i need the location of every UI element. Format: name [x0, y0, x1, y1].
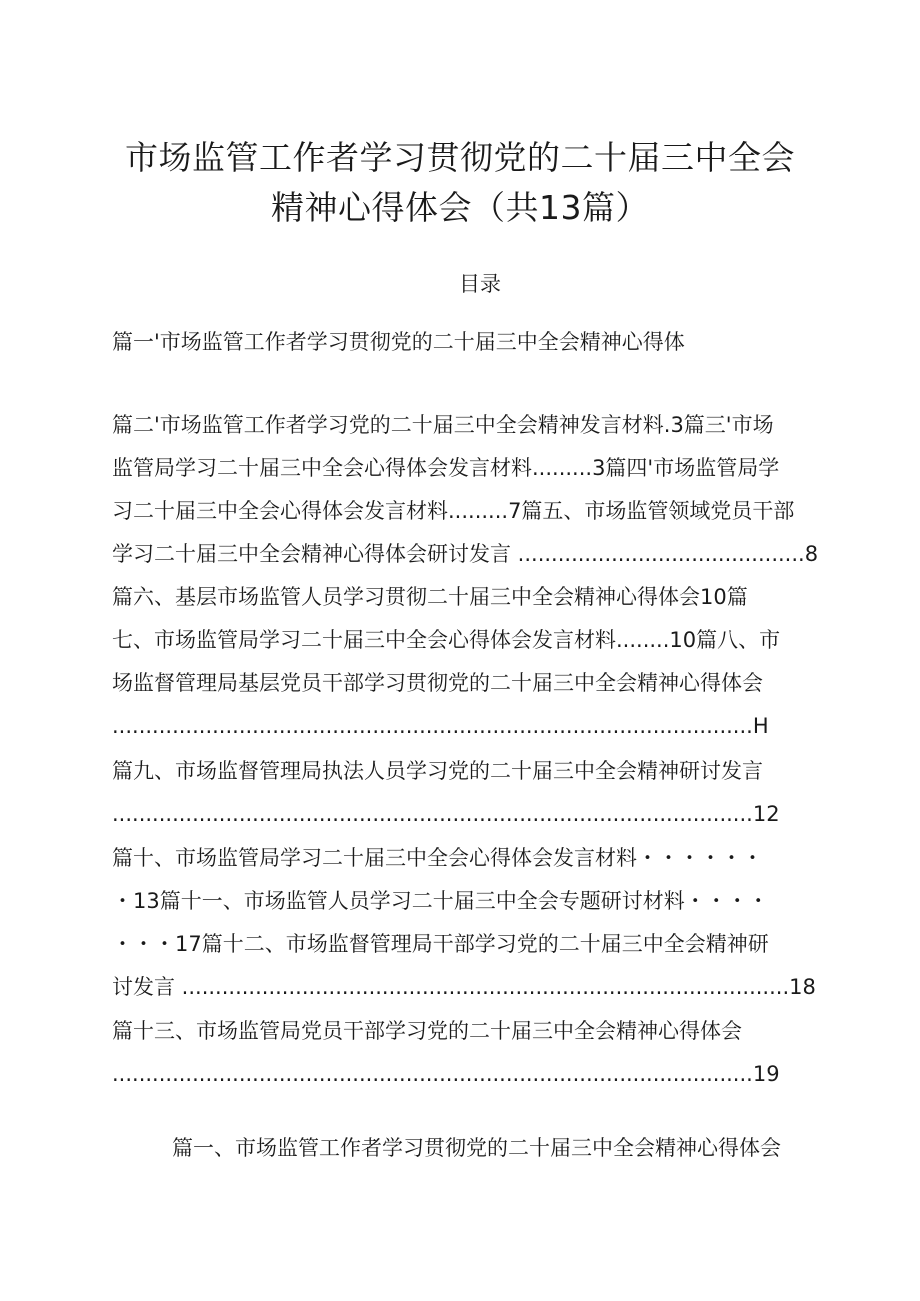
toc-entry-leader[interactable]: ................................................................................................12 — [112, 802, 780, 826]
toc-entry[interactable]: 篇十三、市场监管局党员干部学习党的二十届三中全会精神心得体会 — [112, 1019, 742, 1043]
toc-entry-leader[interactable]: ................................................................................................H — [112, 714, 769, 738]
toc-entry[interactable]: 场监督管理局基层党员干部学习贯彻党的二十届三中全会精神心得体会 — [112, 671, 763, 695]
toc-entry[interactable]: 监管局学习二十届三中全会心得体会发言材料.........3篇四'市场监管局学 — [112, 456, 780, 480]
document-title-line1: 市场监管工作者学习贯彻党的二十届三中全会 — [125, 138, 795, 177]
toc-entry[interactable]: ・・・17篇十二、市场监督管理局干部学习党的二十届三中全会精神研 — [112, 932, 769, 956]
toc-entry[interactable]: 七、市场监管局学习二十届三中全会心得体会发言材料........10篇八、市 — [112, 628, 781, 652]
toc-entry[interactable]: ・13篇十一、市场监管人员学习二十届三中全会专题研讨材料・・・・ — [112, 889, 769, 913]
toc-entry-leader[interactable]: ................................................................................................19 — [112, 1062, 780, 1086]
toc-heading: 目录 — [459, 272, 501, 296]
section-heading: 篇一、市场监管工作者学习贯彻党的二十届三中全会精神心得体会 — [172, 1136, 781, 1160]
toc-entry[interactable]: 篇二'市场监管工作者学习党的二十届三中全会精神发言材料.3篇三'市场 — [112, 413, 774, 437]
toc-entry[interactable]: 篇一'市场监管工作者学习贯彻党的二十届三中全会精神心得体 — [112, 330, 685, 354]
toc-entry[interactable]: 篇十、市场监管局学习二十届三中全会心得体会发言材料・・・・・・ — [112, 846, 763, 870]
toc-entry[interactable]: 学习二十届三中全会精神心得体会研讨发言 ...........................................8 — [112, 542, 819, 566]
toc-entry[interactable]: 讨发言 ...........................................................................................18 — [112, 975, 816, 999]
toc-entry[interactable]: 篇九、市场监督管理局执法人员学习党的二十届三中全会精神研讨发言 — [112, 759, 763, 783]
document-title-line2: 精神心得体会（共13篇） — [271, 188, 649, 227]
toc-entry[interactable]: 篇六、基层市场监管人员学习贯彻二十届三中全会精神心得体会10篇 — [112, 585, 748, 609]
toc-entry[interactable]: 习二十届三中全会心得体会发言材料.........7篇五、市场监管领域党员干部 — [112, 499, 795, 523]
